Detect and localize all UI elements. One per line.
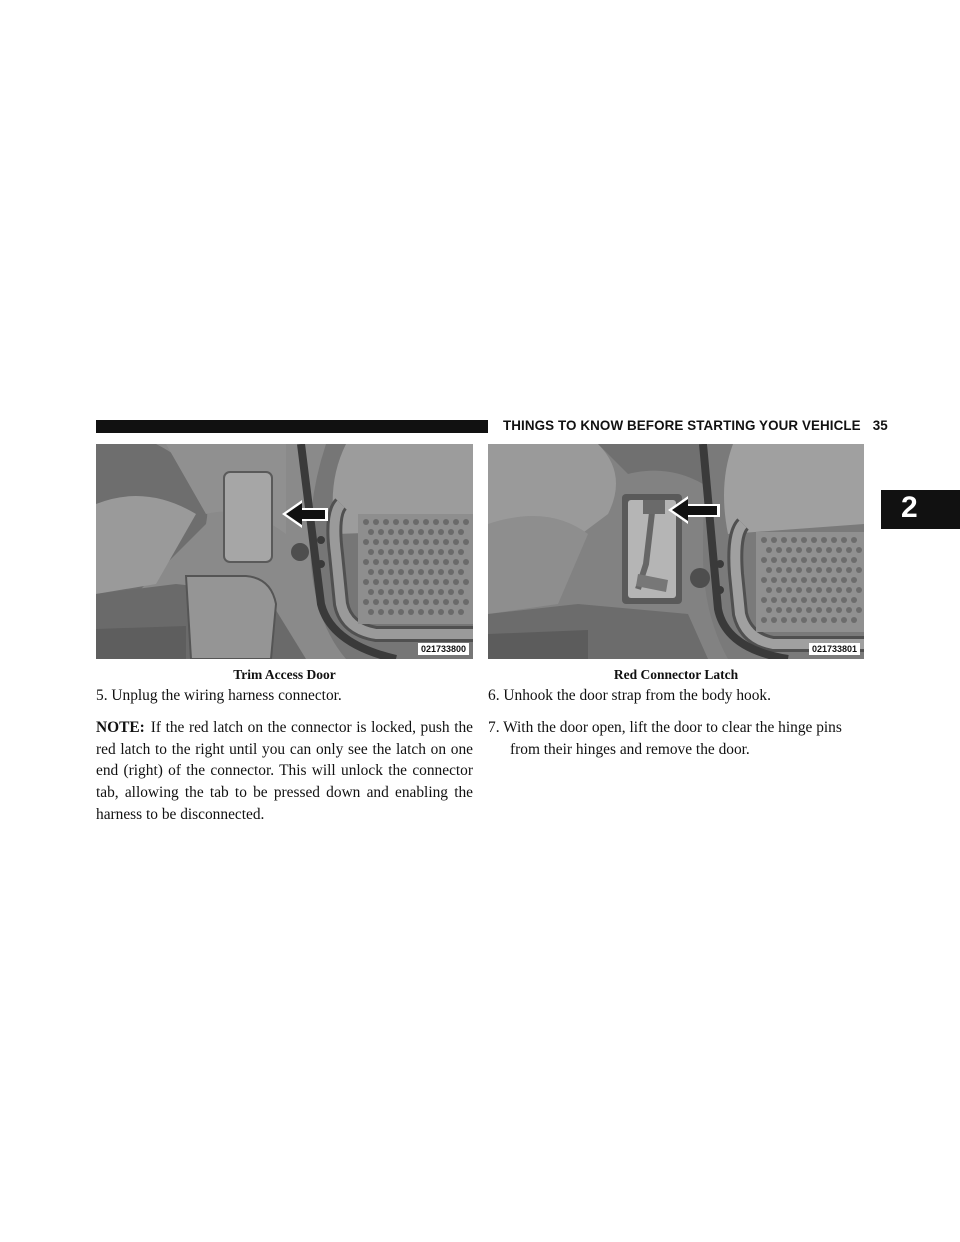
header-rule — [96, 420, 488, 433]
chapter-tab — [881, 490, 960, 529]
right-column — [488, 685, 866, 770]
step-7: 7. With the door open, lift the door to clear the hinge pins from their hinges and remove the door. — [488, 718, 842, 758]
figure-caption: Red Connector Latch — [613, 667, 739, 682]
figure-trim-access-door — [96, 444, 473, 659]
running-header — [503, 418, 888, 433]
step-5: 5. Unplug the wiring harness connector. — [96, 687, 342, 704]
chapter-number: 2 — [901, 491, 918, 524]
header-title: THINGS TO KNOW BEFORE STARTING YOUR VEHICLE — [503, 418, 861, 433]
door-panel-illustration — [96, 444, 473, 659]
figure-caption: Trim Access Door — [233, 667, 336, 682]
step-6: 6. Unhook the door strap from the body hook. — [488, 687, 771, 704]
connector-illustration — [488, 444, 864, 659]
figure-code: 021733801 — [809, 643, 860, 655]
note-label: NOTE: — [96, 718, 145, 736]
left-column — [96, 685, 473, 836]
figure-red-connector-latch — [488, 444, 864, 659]
figure-code: 021733800 — [418, 643, 469, 655]
page-number: 35 — [872, 418, 888, 433]
note-paragraph — [96, 717, 473, 826]
note-text: If the red latch on the connector is locked, push the red latch to the right until you can only see the latch on one end (right) of the connector. This will unlock the connector tab, allowing the tab to be pressed down and enabling the harness to be disconnected. — [96, 718, 473, 823]
